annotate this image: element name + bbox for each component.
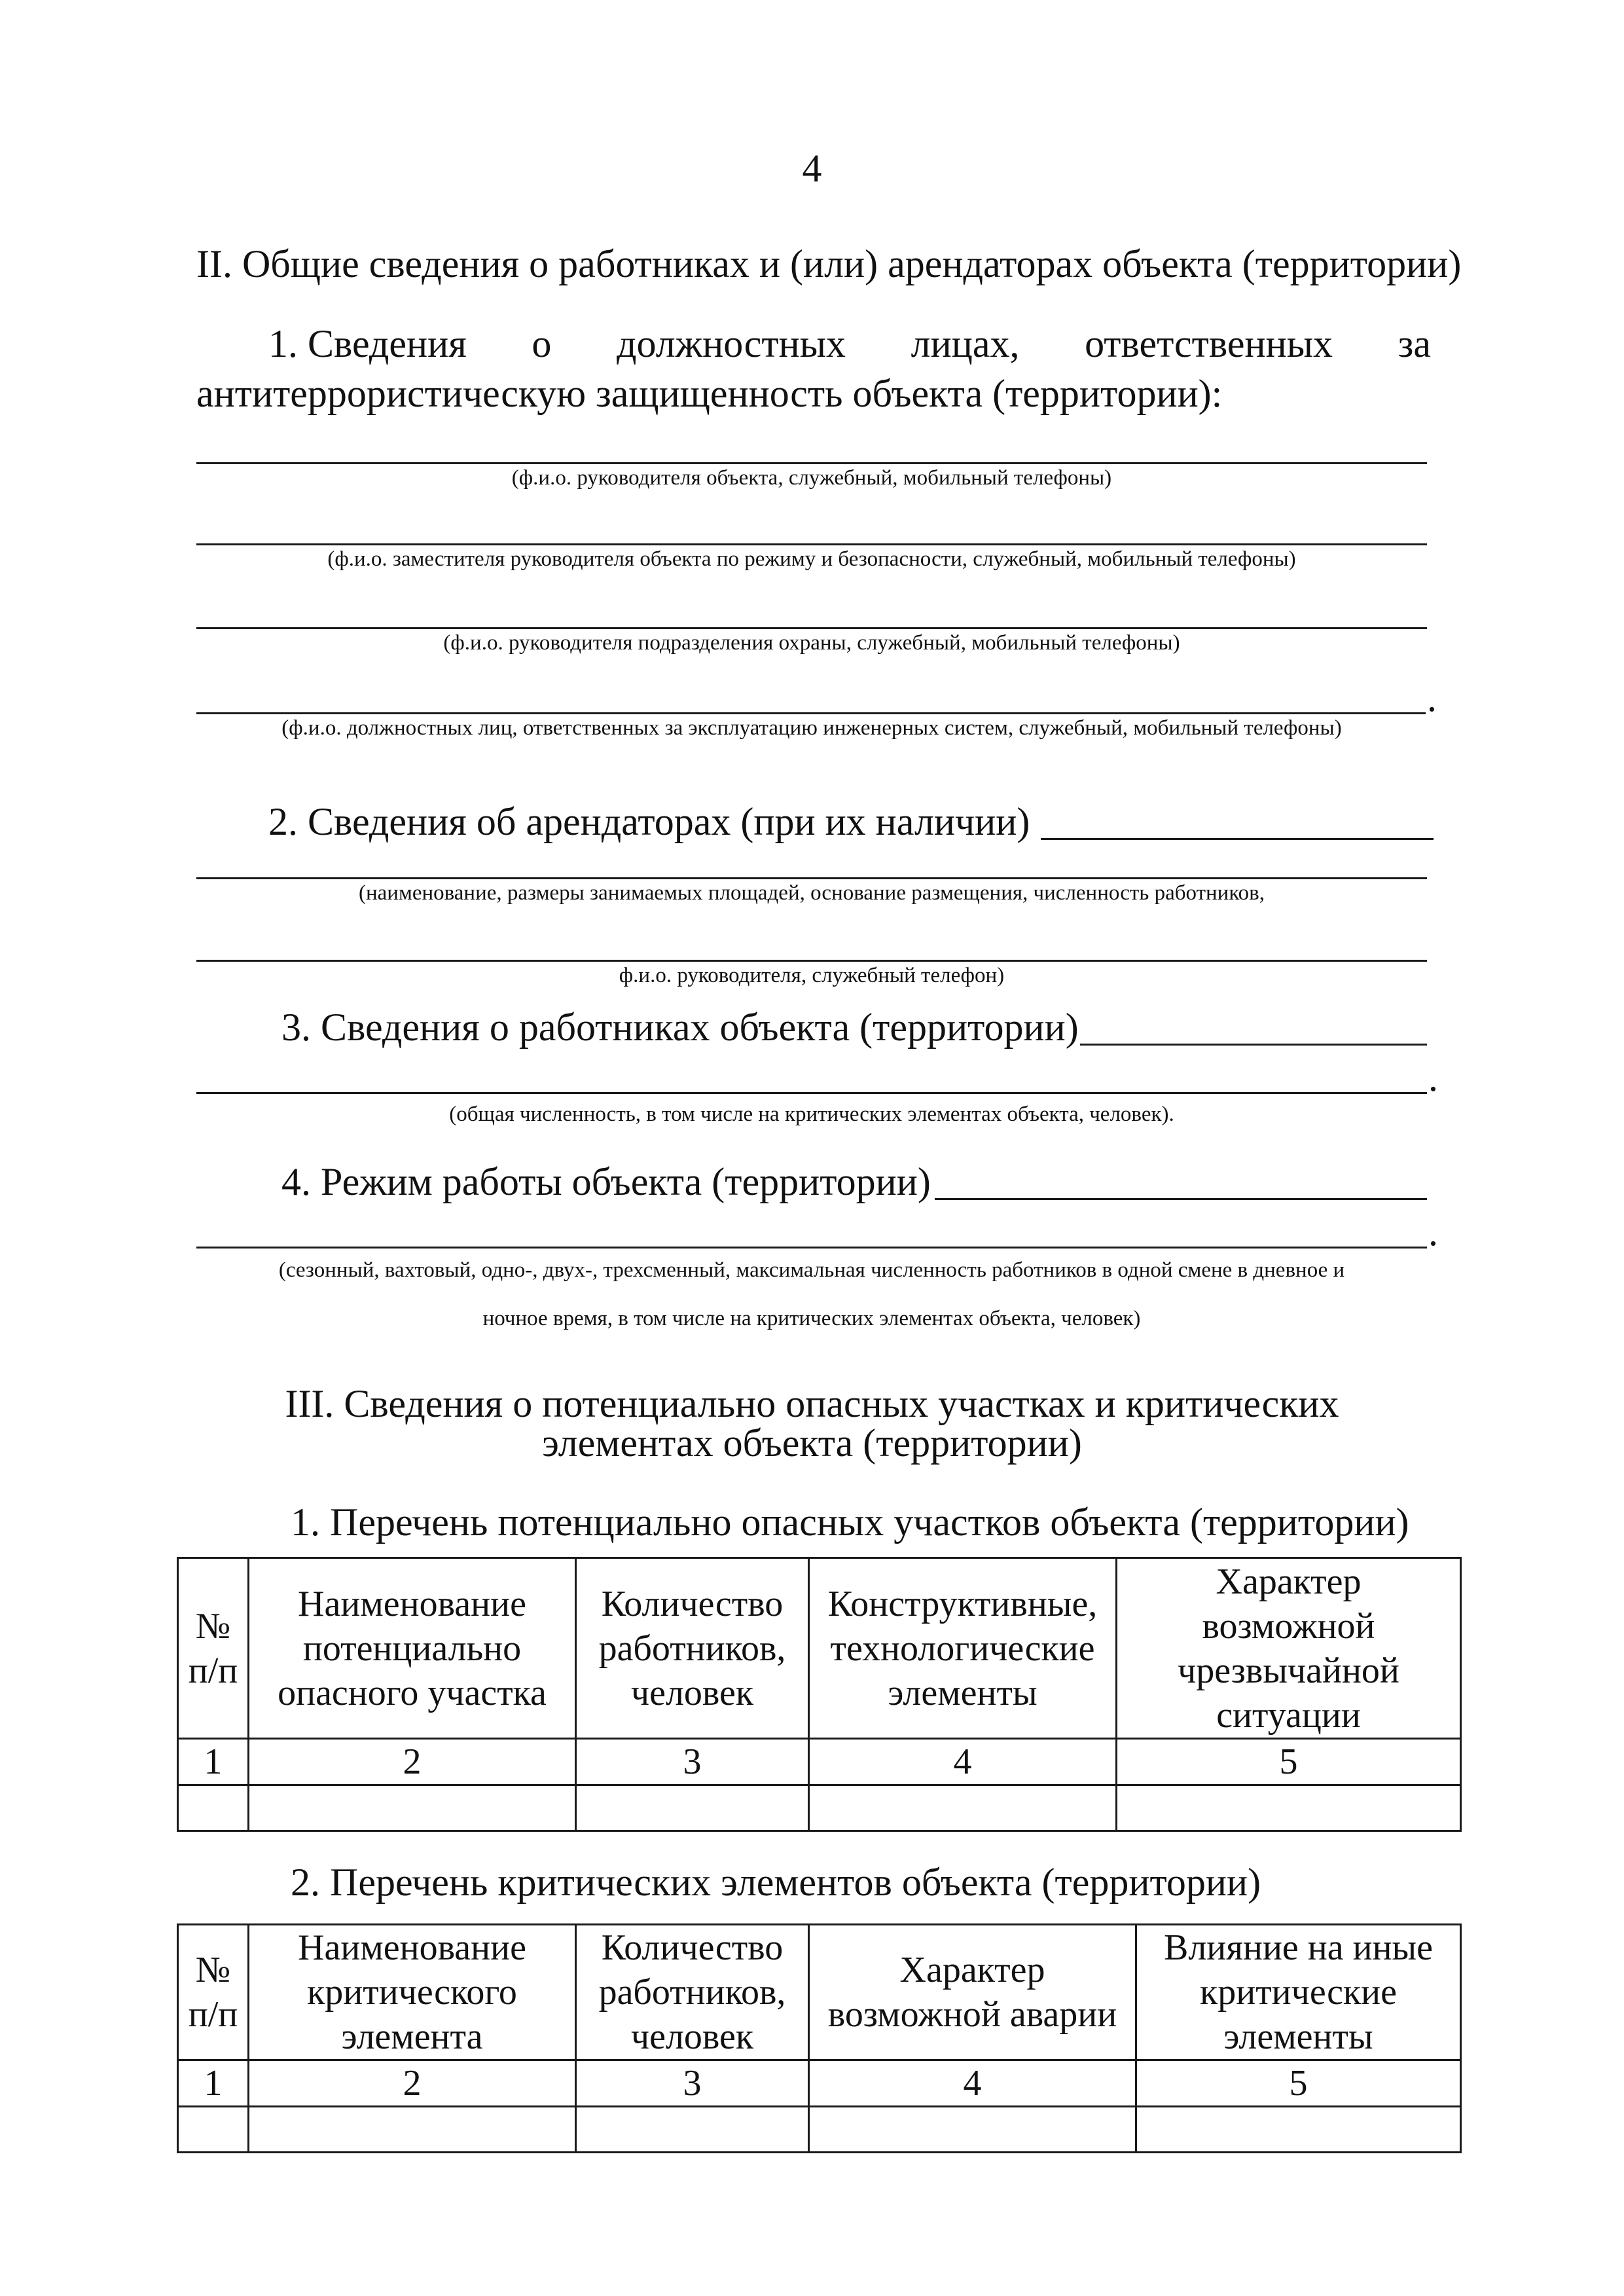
empty-cell[interactable]: [809, 1785, 1117, 1831]
tenants-fill-line-2[interactable]: [196, 960, 1427, 962]
column-numbers-row: [178, 2060, 1461, 2107]
header-line: элементы: [888, 1672, 1038, 1713]
empty-cell[interactable]: [249, 2107, 576, 2153]
header-line: чрезвычайной: [1178, 1650, 1399, 1691]
column-number: 3: [576, 1739, 809, 1785]
empty-row: [178, 2107, 1461, 2153]
tenants-hint-2: ф.и.о. руководителя, служебный телефон): [619, 964, 1005, 987]
header-line: Наименование: [298, 1583, 526, 1624]
table-header-row: [178, 1925, 1461, 2060]
table-1-caption: 1. Перечень потенциально опасных участков объекта (территории): [291, 1501, 1409, 1544]
work-mode-inline-fill-line[interactable]: [935, 1198, 1427, 1200]
header-accident-type: [809, 1925, 1136, 2060]
header-line: опасного участка: [278, 1672, 547, 1713]
section-3-title-line-1: III. Сведения о потенциально опасных участках и критических: [285, 1382, 1339, 1425]
header-area-name: [249, 1558, 576, 1739]
column-number: 4: [809, 2060, 1136, 2107]
column-number: 4: [809, 1739, 1117, 1785]
engineering-fill-line[interactable]: [196, 712, 1426, 714]
item-2-label: 2. Сведения об арендаторах (при их наличии): [268, 800, 1030, 843]
header-line: Характер: [1216, 1561, 1362, 1602]
empty-cell[interactable]: [576, 1785, 809, 1831]
item-1-second-line: антитеррористическую защищенность объекта (территории):: [196, 372, 1223, 415]
item-1-word: ответственных: [1085, 322, 1333, 365]
header-line: технологические: [830, 1628, 1095, 1669]
workers-hint: (общая численность, в том числе на критических элементах объекта, человек).: [449, 1102, 1174, 1126]
column-number: 2: [249, 1739, 576, 1785]
header-line: элементы: [1223, 2016, 1373, 2057]
item-1-word: 1. Сведения: [268, 322, 467, 365]
header-line: критического: [307, 1972, 517, 2013]
column-number: 1: [178, 2060, 249, 2107]
work-mode-period: .: [1428, 1211, 1438, 1254]
column-number: 2: [249, 2060, 576, 2107]
header-number: [178, 1558, 249, 1739]
column-number: 5: [1117, 1739, 1461, 1785]
section-2-title: II. Общие сведения о работниках и (или) арендаторах объекта (территории): [196, 242, 1462, 285]
item-1-word: должностных: [617, 322, 846, 365]
header-line: критические: [1200, 1972, 1397, 2013]
header-line: Влияние на иные: [1163, 1927, 1434, 1968]
item-4-label: 4. Режим работы объекта (территории): [281, 1160, 931, 1203]
empty-cell[interactable]: [249, 1785, 576, 1831]
table-2-caption: 2. Перечень критических элементов объекта (территории): [291, 1861, 1261, 1904]
item-1-first-line: [268, 321, 1431, 367]
head-hint: (ф.и.о. руководителя объекта, служебный, мобильный телефоны): [511, 466, 1112, 490]
header-impact: [1136, 1925, 1461, 2060]
item-1-word: о: [532, 322, 552, 365]
critical-elements-table: [177, 1923, 1462, 2153]
header-line: Характер: [899, 1950, 1045, 1990]
deputy-hint: (ф.и.о. заместителя руководителя объекта по режиму и безопасности, служебный, мобильный телефоны): [327, 547, 1296, 571]
column-number: 3: [576, 2060, 809, 2107]
empty-cell[interactable]: [809, 2107, 1136, 2153]
header-line: потенциально: [302, 1628, 522, 1669]
header-line: работников,: [598, 1628, 786, 1669]
workers-period: .: [1428, 1056, 1438, 1099]
header-line: Количество: [601, 1583, 784, 1624]
header-line: п/п: [188, 1994, 238, 2035]
column-number: 1: [178, 1739, 249, 1785]
header-line: возможной: [1202, 1605, 1375, 1647]
empty-cell[interactable]: [178, 1785, 249, 1831]
header-workers-count: [576, 1925, 809, 2060]
engineering-period: .: [1427, 676, 1437, 720]
header-line: п/п: [188, 1650, 238, 1691]
header-line: №: [195, 1950, 231, 1990]
header-number: [178, 1925, 249, 2060]
tenants-hint-1: (наименование, размеры занимаемых площадей, основание размещения, численность работников,: [358, 881, 1265, 905]
header-line: человек: [630, 2016, 754, 2057]
head-fill-line[interactable]: [196, 462, 1427, 464]
engineering-hint: (ф.и.о. должностных лиц, ответственных за эксплуатацию инженерных систем, служебный, мобильный телефоны): [281, 716, 1342, 740]
empty-cell[interactable]: [576, 2107, 809, 2153]
empty-row: [178, 1785, 1461, 1831]
header-line: Количество: [601, 1927, 784, 1968]
hazard-areas-table: [177, 1557, 1462, 1832]
work-mode-hint-2: ночное время, в том числе на критических элементах объекта, человек): [482, 1307, 1141, 1330]
section-3-title-line-2: элементах объекта (территории): [542, 1421, 1082, 1465]
work-mode-fill-line[interactable]: [196, 1247, 1427, 1248]
header-line: элемента: [341, 2016, 483, 2057]
workers-fill-line[interactable]: [196, 1092, 1427, 1094]
empty-cell[interactable]: [178, 2107, 249, 2153]
tenants-fill-line[interactable]: [196, 877, 1427, 879]
header-emergency-type: [1117, 1558, 1461, 1739]
security-fill-line[interactable]: [196, 627, 1427, 629]
deputy-fill-line[interactable]: [196, 543, 1427, 545]
workers-inline-fill-line[interactable]: [1080, 1044, 1427, 1046]
header-element-name: [249, 1925, 576, 2060]
item-1-word: лицах,: [911, 322, 1020, 365]
security-hint: (ф.и.о. руководителя подразделения охраны, служебный, мобильный телефоны): [443, 631, 1180, 655]
header-line: ситуации: [1216, 1694, 1361, 1736]
header-line: работников,: [598, 1972, 786, 2013]
column-numbers-row: [178, 1739, 1461, 1785]
work-mode-hint-1: (сезонный, вахтовый, одно-, двух-, трехсменный, максимальная численность работников в одной смене в дневное и: [278, 1258, 1345, 1282]
item-3-label: 3. Сведения о работниках объекта (территории): [281, 1006, 1079, 1049]
empty-cell[interactable]: [1117, 1785, 1461, 1831]
header-line: возможной аварии: [827, 1994, 1117, 2035]
table-header-row: [178, 1558, 1461, 1739]
header-workers-count: [576, 1558, 809, 1739]
item-1-word: за: [1398, 322, 1431, 365]
header-line: Конструктивные,: [827, 1583, 1098, 1624]
header-line: Наименование: [298, 1927, 526, 1968]
header-elements: [809, 1558, 1117, 1739]
header-line: №: [195, 1605, 231, 1647]
tenants-inline-fill-line[interactable]: [1041, 838, 1434, 840]
column-number: 5: [1136, 2060, 1461, 2107]
page-number: 4: [802, 147, 822, 190]
empty-cell[interactable]: [1136, 2107, 1461, 2153]
header-line: человек: [630, 1672, 754, 1713]
